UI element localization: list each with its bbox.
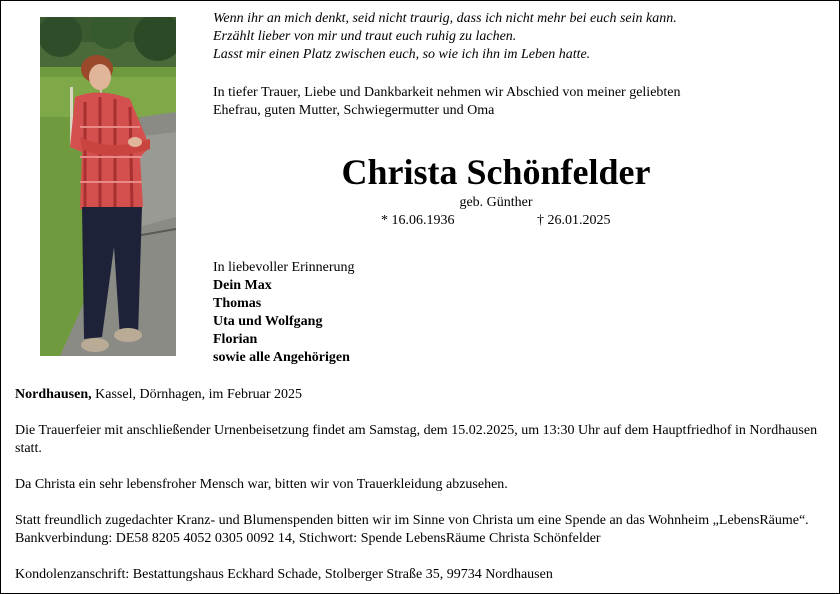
family-member: Dein Max [213, 278, 272, 293]
poem-line: Erzählt lieber von mir und traut euch ruhig zu lachen. [213, 29, 517, 44]
birth-date: * 16.06.1936 [381, 213, 455, 228]
dress-request: Da Christa ein sehr lebensfroher Mensch war, bitten wir von Trauerkleidung abzusehen. [15, 477, 508, 492]
intro-line: In tiefer Trauer, Liebe und Dankbarkeit nehmen wir Abschied von meiner geliebten [213, 85, 681, 100]
death-date: † 26.01.2025 [537, 213, 611, 228]
family-member: Uta und Wolfgang [213, 314, 323, 329]
family-member: Thomas [213, 296, 262, 311]
funeral-info: Die Trauerfeier mit anschließender Urnenbeisetzung findet am Samstag, dem 15.02.2025, um 13:30 Uhr auf dem Hauptfriedhof in Nordhausen statt. [15, 423, 818, 456]
poem-line: Wenn ihr an mich denkt, seid nicht traurig, dass ich nicht mehr bei euch sein kann. [213, 11, 677, 26]
poem-line: Lasst mir einen Platz zwischen euch, so wie ich ihn im Leben hatte. [213, 47, 591, 62]
mourning-intro [213, 84, 681, 120]
donation-request: Statt freundlich zugedachter Kranz- und Blumenspenden bitten wir im Sinne von Christa um eine Spende an das Wohnheim „LebensRäume“. Bankverbindung: DE58 8205 4052 0305 0092 14, Stichwort: Spende LebensRäume Christa Schönfelder [15, 513, 809, 546]
family-member: sowie alle Angehörigen [213, 350, 350, 365]
birth-name: geb. Günther [459, 195, 533, 210]
portrait-photo [40, 17, 176, 356]
family-signature [213, 259, 355, 367]
deceased-name: Christa Schönfelder [341, 152, 651, 192]
notice-details [15, 386, 823, 594]
intro-line: Ehefrau, guten Mutter, Schwiegermutter und Oma [213, 103, 495, 118]
memorial-poem [213, 10, 677, 64]
place-rest: Kassel, Dörnhagen, im Februar 2025 [91, 387, 302, 402]
family-member: Florian [213, 332, 258, 347]
place-bold: Nordhausen, [15, 387, 92, 402]
place-date-line [15, 386, 823, 404]
condolence-address: Kondolenzanschrift: Bestattungshaus Eckhard Schade, Stolberger Straße 35, 99734 Nordhausen [15, 567, 553, 582]
family-intro: In liebevoller Erinnerung [213, 260, 355, 275]
